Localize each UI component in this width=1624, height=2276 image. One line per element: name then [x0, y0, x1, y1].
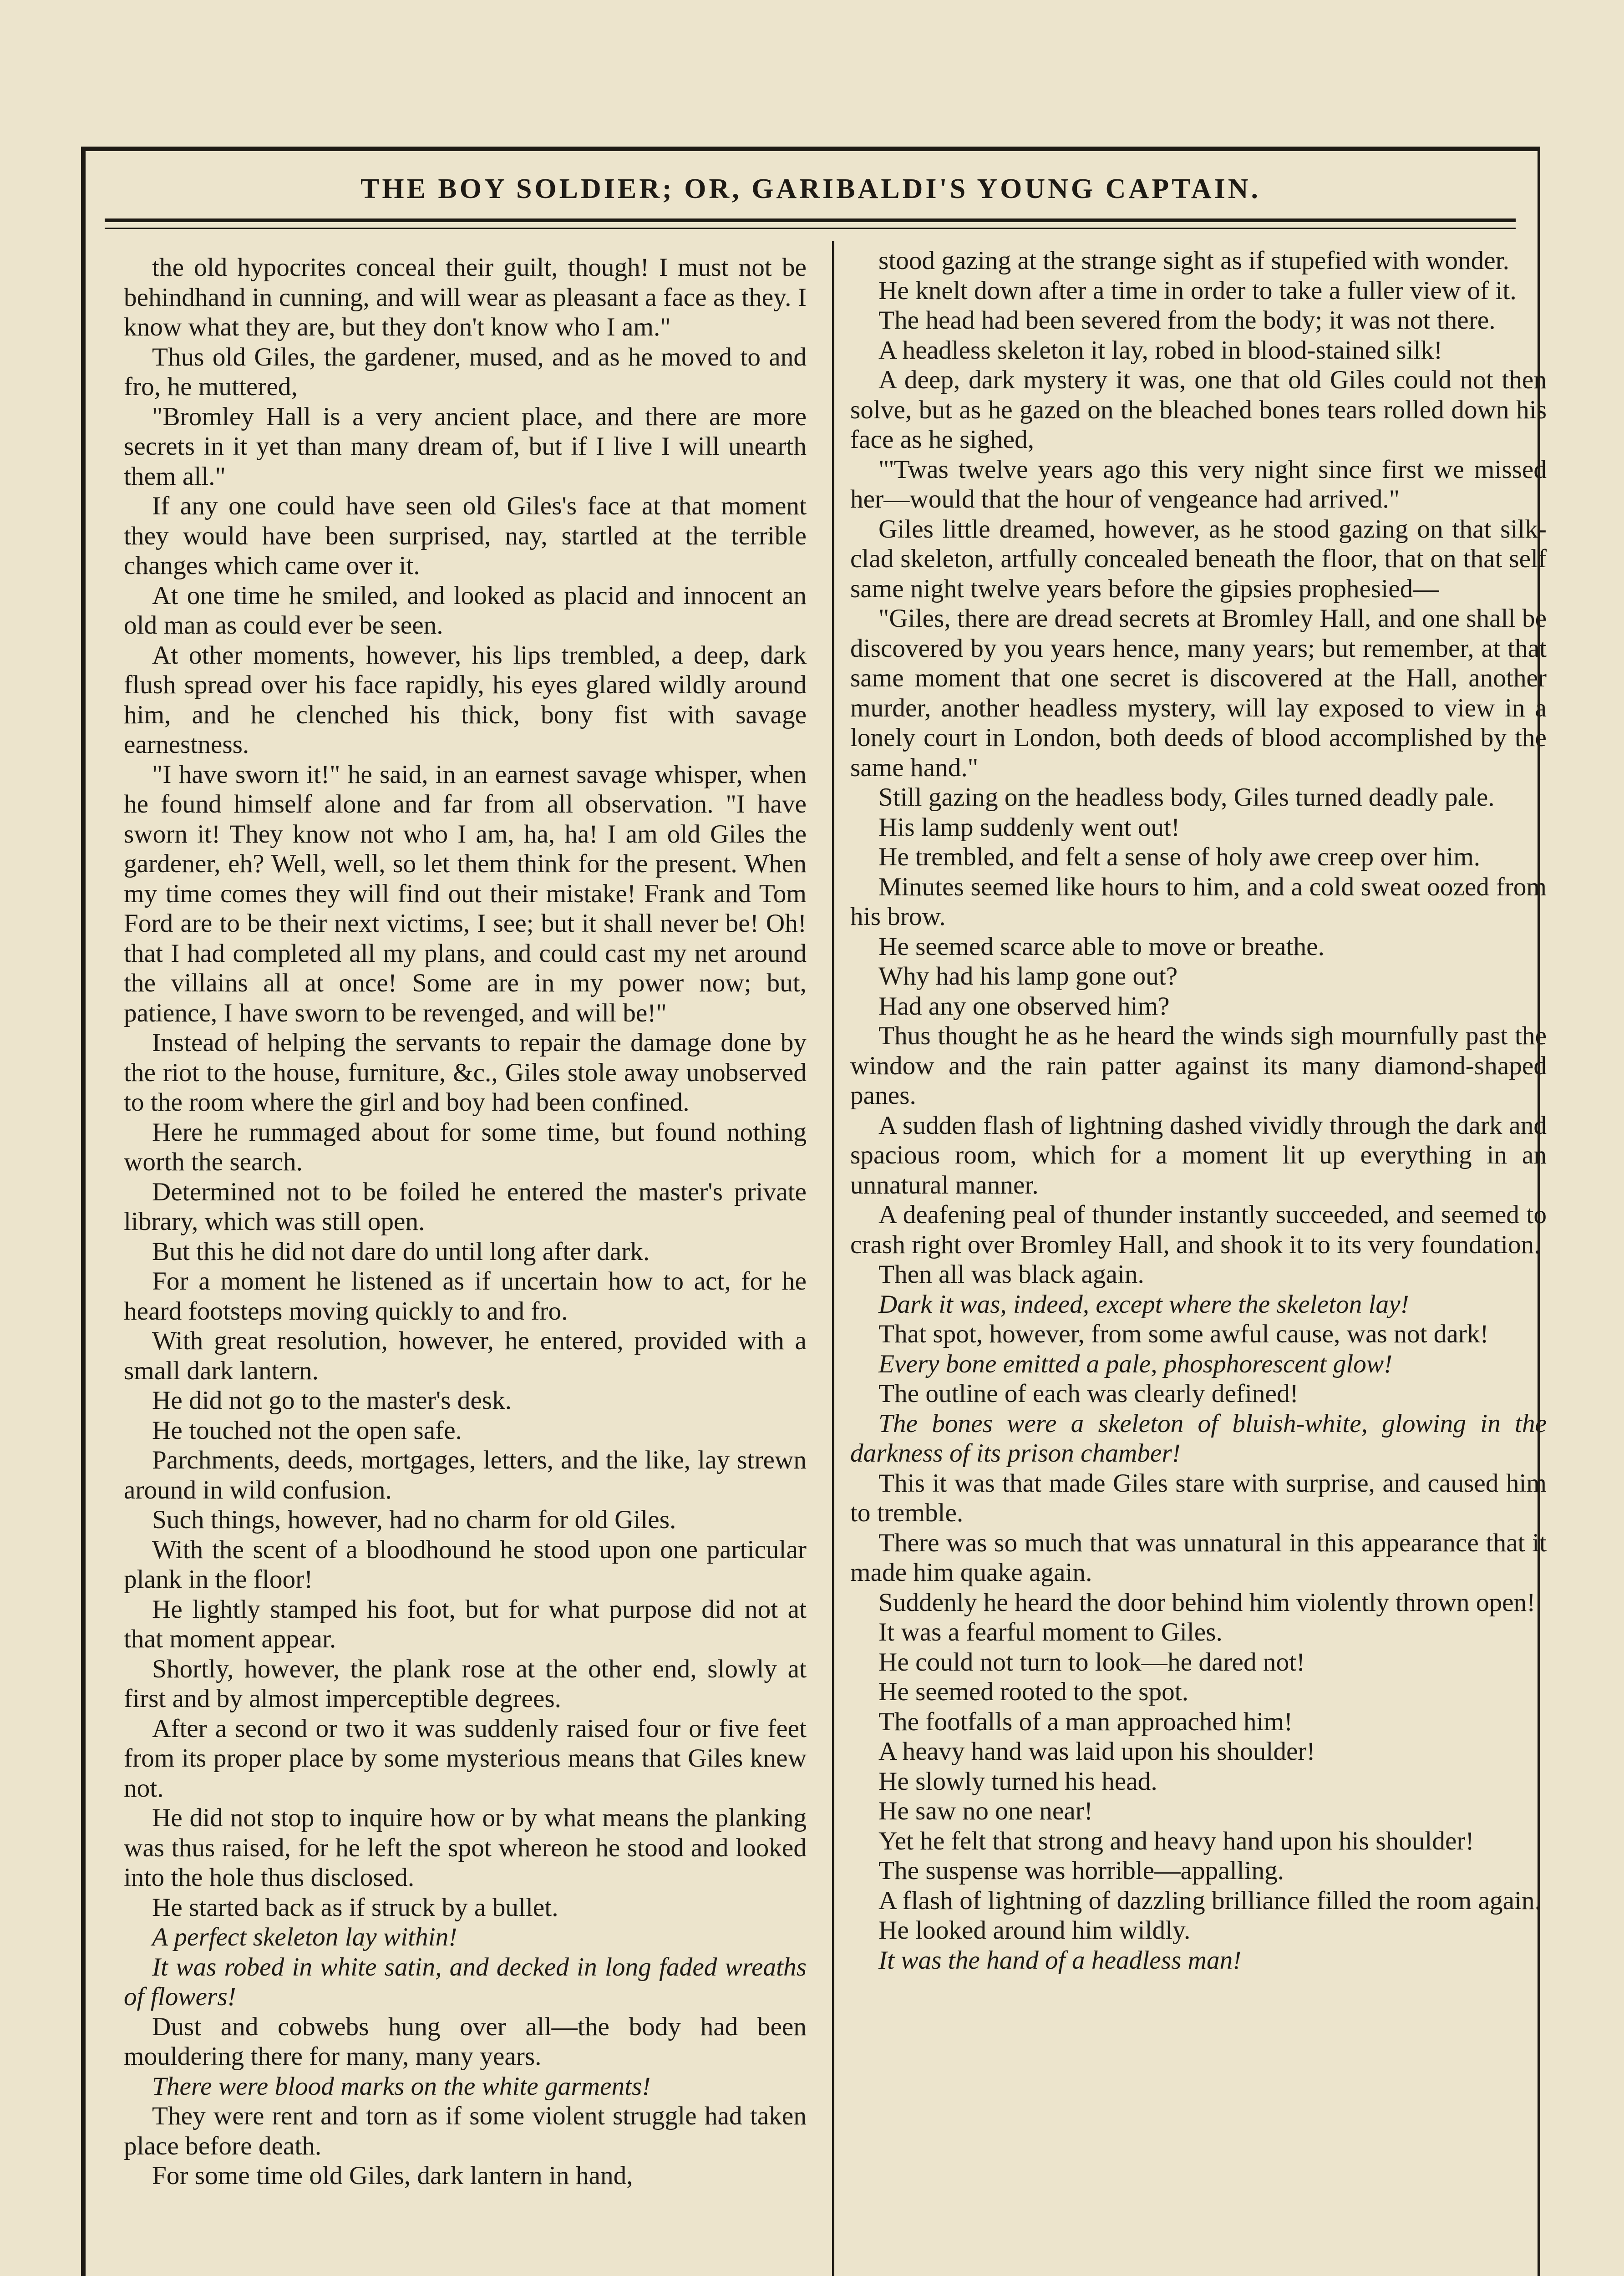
paragraph: Giles little dreamed, however, as he stood gazing on that silk-clad skeleton, artfully concealed beneath the floor, that on that self same night twelve years before the gipsies prophesied— — [850, 514, 1547, 603]
paragraph: Every bone emitted a pale, phosphorescent glow! — [878, 1349, 1393, 1378]
paragraph: Dust and cobwebs hung over all—the body had been mouldering there for many, many years. — [124, 2012, 807, 2071]
header-rule-thin — [105, 228, 1516, 229]
paragraph: Shortly, however, the plank rose at the other end, slowly at first and by almost imperceptible degrees. — [124, 1654, 807, 1713]
paragraph: He touched not the open safe. — [152, 1416, 462, 1445]
header-rule — [105, 218, 1516, 222]
paragraph: That spot, however, from some awful cause, was not dark! — [878, 1320, 1489, 1348]
paragraph: Here he rummaged about for some time, but found nothing worth the search. — [124, 1118, 807, 1176]
paragraph: It was a fearful moment to Giles. — [878, 1618, 1223, 1646]
paragraph: stood gazing at the strange sight as if stupefied with wonder. — [878, 246, 1509, 275]
paragraph: He slowly turned his head. — [878, 1767, 1157, 1796]
paragraph: Then all was black again. — [878, 1260, 1144, 1289]
paragraph: With great resolution, however, he entered, provided with a small dark lantern. — [124, 1326, 807, 1385]
paragraph: The footfalls of a man approached him! — [878, 1707, 1293, 1736]
paragraph: The suspense was horrible—appalling. — [878, 1856, 1284, 1885]
paragraph: He seemed scarce able to move or breathe. — [878, 932, 1325, 961]
paragraph: He knelt down after a time in order to take a fuller view of it. — [878, 276, 1517, 305]
paragraph: They were rent and torn as if some violent struggle had taken place before death. — [124, 2102, 807, 2160]
paragraph: "I have sworn it!" he said, in an earnest savage whisper, when he found himself alone and far from all observation. "I have sworn it! They know not who I am, ha, ha! I am old Giles the gardener, eh? Well, well, so let them think for the present. When my time comes they will find out their mistake! Frank and Tom Ford are to be their next victims, I see; but it shall never be! Oh! that I had completed all my plans, and could cast my net around the villains all at once! Some are in my power now; but, patience, I have sworn to be revenged, and will be!" — [124, 760, 807, 1027]
paragraph: He started back as if struck by a bullet. — [152, 1893, 558, 1922]
paragraph: For a moment he listened as if uncertain how to act, for he heard footsteps moving quickly to and fro. — [124, 1267, 807, 1326]
paragraph: Dark it was, indeed, except where the skeleton lay! — [878, 1290, 1409, 1319]
paragraph: Still gazing on the headless body, Giles turned deadly pale. — [878, 783, 1495, 812]
paragraph: He did not go to the master's desk. — [152, 1386, 512, 1415]
paragraph: His lamp suddenly went out! — [878, 813, 1180, 842]
paragraph: Yet he felt that strong and heavy hand upon his shoulder! — [878, 1826, 1474, 1855]
column-divider — [832, 241, 834, 2276]
paragraph: "Bromley Hall is a very ancient place, and there are more secrets in it yet than many dream of, but if I live I will unearth them all." — [124, 402, 807, 491]
paragraph: A perfect skeleton lay within! — [152, 1923, 457, 1951]
paragraph: It was the hand of a headless man! — [878, 1946, 1242, 1975]
paragraph: Such things, however, had no charm for old Giles. — [152, 1505, 676, 1534]
paragraph: The head had been severed from the body; it was not there. — [878, 306, 1496, 335]
paragraph: A headless skeleton it lay, robed in blood-stained silk! — [878, 335, 1443, 365]
paragraph: But this he did not dare do until long after dark. — [152, 1237, 650, 1266]
paragraph: He saw no one near! — [878, 1797, 1093, 1825]
paragraph: Instead of helping the servants to repair the damage done by the riot to the house, furniture, &c., Giles stole away unobserved to the room where the girl and boy had been confined. — [124, 1028, 807, 1117]
paragraph: Suddenly he heard the door behind him violently thrown open! — [878, 1588, 1536, 1617]
paragraph: He lightly stamped his foot, but for what purpose did not at that moment appear. — [124, 1595, 807, 1653]
paragraph: At other moments, however, his lips trembled, a deep, dark flush spread over his face rapidly, his eyes glared wildly around him, and he clenched his thick, bony fist with savage earnestness. — [124, 640, 807, 759]
paragraph: He trembled, and felt a sense of holy awe creep over him. — [878, 843, 1481, 871]
paragraph: "'Twas twelve years ago this very night since first we missed her—would that the hour of vengeance had arrived." — [850, 455, 1547, 513]
paragraph: "Giles, there are dread secrets at Bromley Hall, and one shall be discovered by you years hence, many years; but remember, at that same moment that one secret is discovered at the Hall, another murder, another headless mystery, will lay exposed to view in a lonely court in London, both deeds of blood accomplished by the same hand." — [850, 604, 1547, 782]
paragraph: He did not stop to inquire how or by what means the planking was thus raised, for he left the spot whereon he stood and looked into the hole thus disclosed. — [124, 1804, 807, 1892]
paragraph: There were blood marks on the white garments! — [152, 2072, 651, 2101]
paragraph: For some time old Giles, dark lantern in hand, — [152, 2161, 633, 2190]
paragraph: He seemed rooted to the spot. — [878, 1677, 1189, 1706]
paragraph: the old hypocrites conceal their guilt, though! I must not be behindhand in cunning, and will wear as pleasant a face as they. I know what they are, but they don't know who I am." — [124, 253, 807, 341]
paragraph: At one time he smiled, and looked as placid and innocent an old man as could ever be seen. — [124, 581, 807, 640]
paragraph: Thus old Giles, the gardener, mused, and as he moved to and fro, he muttered, — [124, 342, 807, 401]
paragraph: If any one could have seen old Giles's face at that moment they would have been surprised, nay, startled at the terrible changes which came over it. — [124, 492, 807, 580]
paragraph: Minutes seemed like hours to him, and a cold sweat oozed from his brow. — [850, 872, 1547, 931]
left-column — [124, 253, 807, 2191]
paragraph: Parchments, deeds, mortgages, letters, and the like, lay strewn around in wild confusion. — [124, 1446, 807, 1504]
paragraph: This it was that made Giles stare with surprise, and caused him to tremble. — [850, 1468, 1547, 1527]
paragraph: He looked around him wildly. — [878, 1916, 1191, 1945]
paragraph: Thus thought he as he heard the winds sigh mournfully past the window and the rain patter against its many diamond-shaped panes. — [850, 1021, 1547, 1110]
paragraph: With the scent of a bloodhound he stood upon one particular plank in the floor! — [124, 1535, 807, 1594]
paragraph: The outline of each was clearly defined! — [878, 1379, 1299, 1408]
paragraph: Determined not to be foiled he entered the master's private library, which was still open. — [124, 1177, 807, 1236]
paragraph: A heavy hand was laid upon his shoulder! — [878, 1737, 1315, 1766]
paragraph: It was robed in white satin, and decked in long faded wreaths of flowers! — [124, 1952, 807, 2011]
paragraph: A sudden flash of lightning dashed vividly through the dark and spacious room, which for a moment lit up everything in an unnatural manner. — [850, 1111, 1547, 1199]
page-title: THE BOY SOLDIER; OR, GARIBALDI'S YOUNG CAPTAIN. — [360, 173, 1261, 204]
paragraph: Why had his lamp gone out? — [878, 962, 1178, 991]
paragraph: Had any one observed him? — [878, 991, 1170, 1021]
paragraph: There was so much that was unnatural in this appearance that it made him quake again. — [850, 1528, 1547, 1587]
paragraph: A flash of lightning of dazzling brilliance filled the room again. — [878, 1886, 1541, 1915]
paragraph: A deep, dark mystery it was, one that old Giles could not then solve, but as he gazed on the bleached bones tears rolled down his face as he sighed, — [850, 366, 1547, 454]
paragraph: A deafening peal of thunder instantly succeeded, and seemed to crash right over Bromley Hall, and shook it to its very foundation. — [850, 1200, 1547, 1259]
paragraph: He could not turn to look—he dared not! — [878, 1647, 1305, 1677]
paragraph: After a second or two it was suddenly raised four or five feet from its proper place by some mysterious means that Giles knew not. — [124, 1714, 807, 1803]
right-column — [850, 246, 1547, 1975]
paragraph: The bones were a skeleton of bluish-white, glowing in the darkness of its prison chamber! — [850, 1409, 1547, 1468]
